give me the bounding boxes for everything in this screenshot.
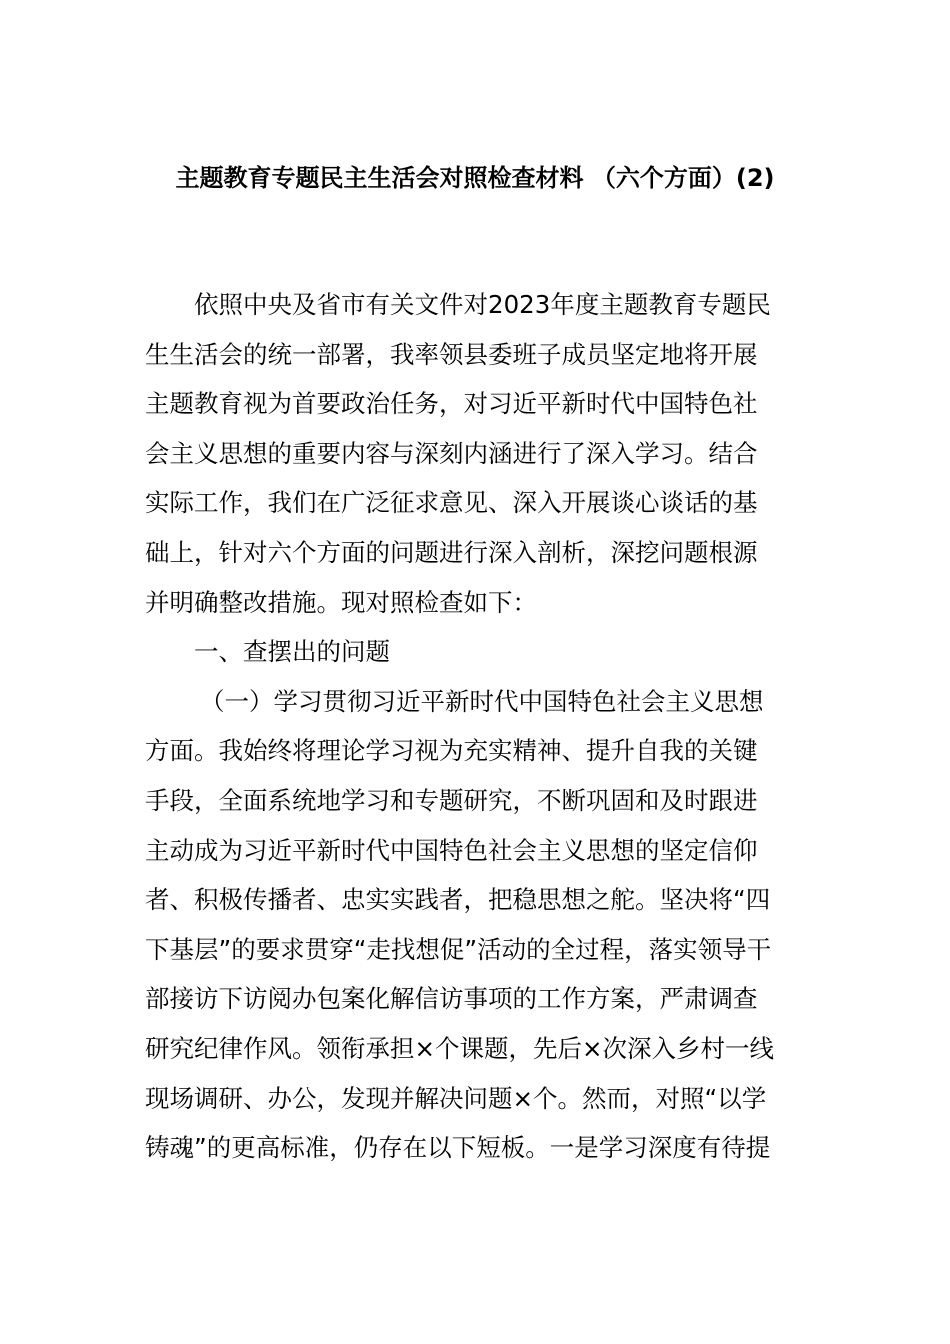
paragraph-line: 研究纪律作风。领衔承担×个课题，先后×次深入乡村一线 [145,1033,775,1063]
paragraph-line: 实际工作，我们在广泛征求意见、深入开展谈心谈话的基 [145,488,758,518]
paragraph-line: 主题教育视为首要政治任务，对习近平新时代中国特色社 [145,389,758,419]
paragraph-line: 依照中央及省市有关文件对2023年度主题教育专题民 [194,290,771,319]
paragraph-line: 者、积极传播者、忠实实践者，把稳思想之舵。坚决将“四 [145,885,771,915]
section-heading: 一、查摆出的问题 [194,637,390,667]
paragraph-line: 会主义思想的重要内容与深刻内涵进行了深入学习。结合 [145,438,758,468]
paragraph-line: 下基层”的要求贯穿“走找想促”活动的全过程，落实领导干 [145,934,772,964]
paragraph-line: 现场调研、办公，发现并解决问题×个。然而，对照“以学 [145,1083,767,1113]
paragraph-line: 生生活会的统一部署，我率领县委班子成员坚定地将开展 [145,339,758,369]
paragraph-line: 部接访下访阅办包案化解信访事项的工作方案，严肃调查 [145,984,758,1014]
paragraph-line: 并明确整改措施。现对照检查如下： [145,587,537,617]
paragraph-line: 铸魂”的更高标准，仍存在以下短板。一是学习深度有待提 [145,1133,771,1163]
paragraph-line: 手段，全面系统地学习和专题研究，不断巩固和及时跟进 [145,785,758,815]
paragraph-line: 主动成为习近平新时代中国特色社会主义思想的坚定信仰 [145,835,758,865]
subsection-heading-line: （一）学习贯彻习近平新时代中国特色社会主义思想 [200,686,764,716]
document-body [145,280,807,1173]
paragraph-line: 方面。我始终将理论学习视为充实精神、提升自我的关键 [145,736,758,766]
paragraph-line: 础上，针对六个方面的问题进行深入剖析，深挖问题根源 [145,537,758,567]
document-title: 主题教育专题民主生活会对照检查材料 （六个方面）(2) [175,164,775,192]
